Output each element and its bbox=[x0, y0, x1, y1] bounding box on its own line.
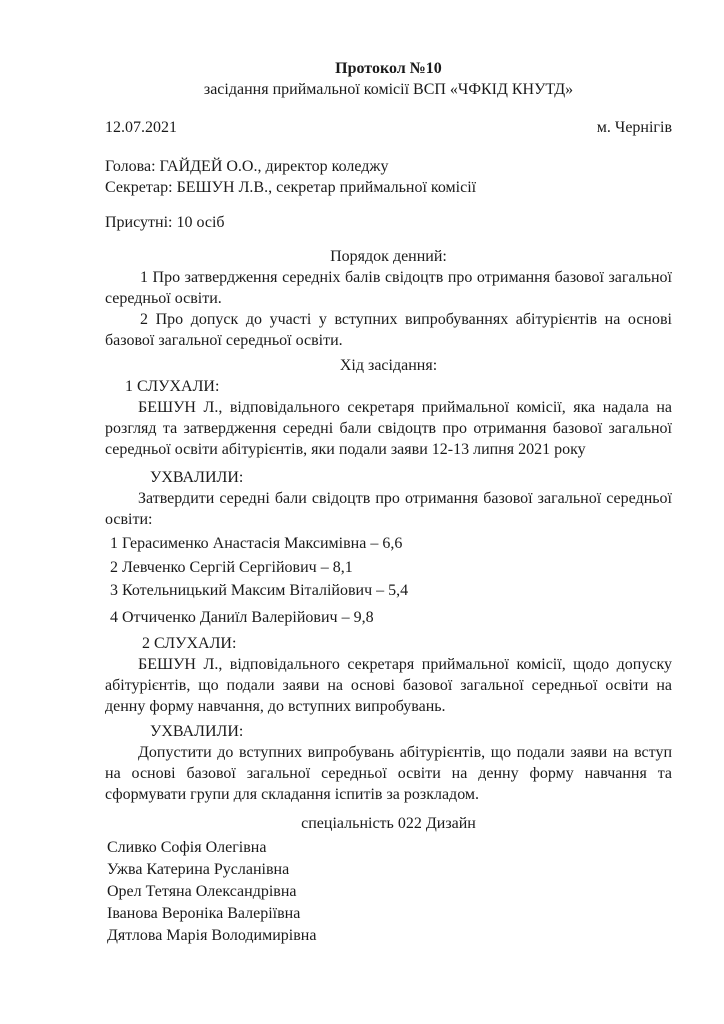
student-item: Іванова Вероніка Валеріївна bbox=[107, 905, 301, 922]
scores-list bbox=[110, 532, 672, 629]
score-item: 1 Герасименко Анастасія Максимівна – 6,6 bbox=[110, 535, 403, 552]
section1-resolved-text: Затвердити середні бали свідоцтв про отримання базової загальної середньої освіти: bbox=[105, 490, 672, 528]
officials-block bbox=[105, 156, 672, 198]
document-subtitle: засідання приймальної комісії ВСП «ЧФКІД КНУТД» bbox=[203, 81, 574, 98]
section2-resolved-text: Допустити до вступних випробувань абітурієнтів, що подали заяви на вступ на основі базової загальної середньої освіти на денну форму навчання та сформувати групи для складання іспитів за розкладом. bbox=[105, 744, 672, 803]
proceedings-heading: Хід засідання: bbox=[339, 357, 438, 374]
section2-resolved-label: УХВАЛИЛИ: bbox=[150, 723, 244, 740]
document-date: 12.07.2021 bbox=[105, 119, 177, 136]
student-item: Орел Тетяна Олександрівна bbox=[107, 883, 297, 900]
date-place-row bbox=[105, 117, 672, 138]
agenda-heading: Порядок денний: bbox=[330, 248, 447, 265]
attendees-line: Присутні: 10 осіб bbox=[105, 214, 225, 231]
section2-heard-text: БЕШУН Л., відповідального секретаря приймальної комісії, щодо допуску абітурієнтів, що подали заяви на основі базової загальної середньої освіти на денну форму навчання, до вступних випробувань. bbox=[105, 656, 672, 715]
document-title: Протокол №10 bbox=[335, 60, 442, 77]
section1-heard-label: 1 СЛУХАЛИ: bbox=[125, 378, 220, 395]
student-item: Дятлова Марія Володимирівна bbox=[107, 927, 317, 944]
section1-heard-text: БЕШУН Л., відповідального секретаря приймальної комісії, яка надала на розгляд та затвердження середні бали свідоцтв про отримання базової загальної середньої освіти абітурієнтів, яки подали заяви 12-13 липня 2021 року bbox=[105, 399, 672, 458]
students-list bbox=[107, 837, 672, 947]
secretary-line: Секретар: БЕШУН Л.В., секретар приймальної комісії bbox=[105, 179, 477, 196]
student-item: Сливко Софія Олегівна bbox=[107, 839, 267, 856]
chairman-line: Голова: ГАЙДЕЙ О.О., директор коледжу bbox=[105, 158, 389, 175]
section1-resolved-label: УХВАЛИЛИ: bbox=[150, 469, 244, 486]
agenda-item: 2 Про допуск до участі у вступних випробуваннях абітурієнтів на основі базової загальної середньої освіти. bbox=[105, 311, 672, 349]
section2-heard-label: 2 СЛУХАЛИ: bbox=[142, 635, 237, 652]
agenda-item: 1 Про затвердження середніх балів свідоцтв про отримання базової загальної середньої освіти. bbox=[105, 269, 672, 307]
document-place: м. Чернігів bbox=[596, 119, 672, 136]
student-item: Ужва Катерина Русланівна bbox=[107, 861, 290, 878]
score-item: 3 Котельницький Максим Віталійович – 5,4 bbox=[110, 582, 409, 599]
score-item: 4 Отчиченко Даниїл Валерійович – 9,8 bbox=[110, 608, 374, 626]
score-item: 2 Левченко Сергій Сергійович – 8,1 bbox=[110, 558, 353, 576]
specialty-heading: спеціальність 022 Дизайн bbox=[301, 815, 476, 832]
